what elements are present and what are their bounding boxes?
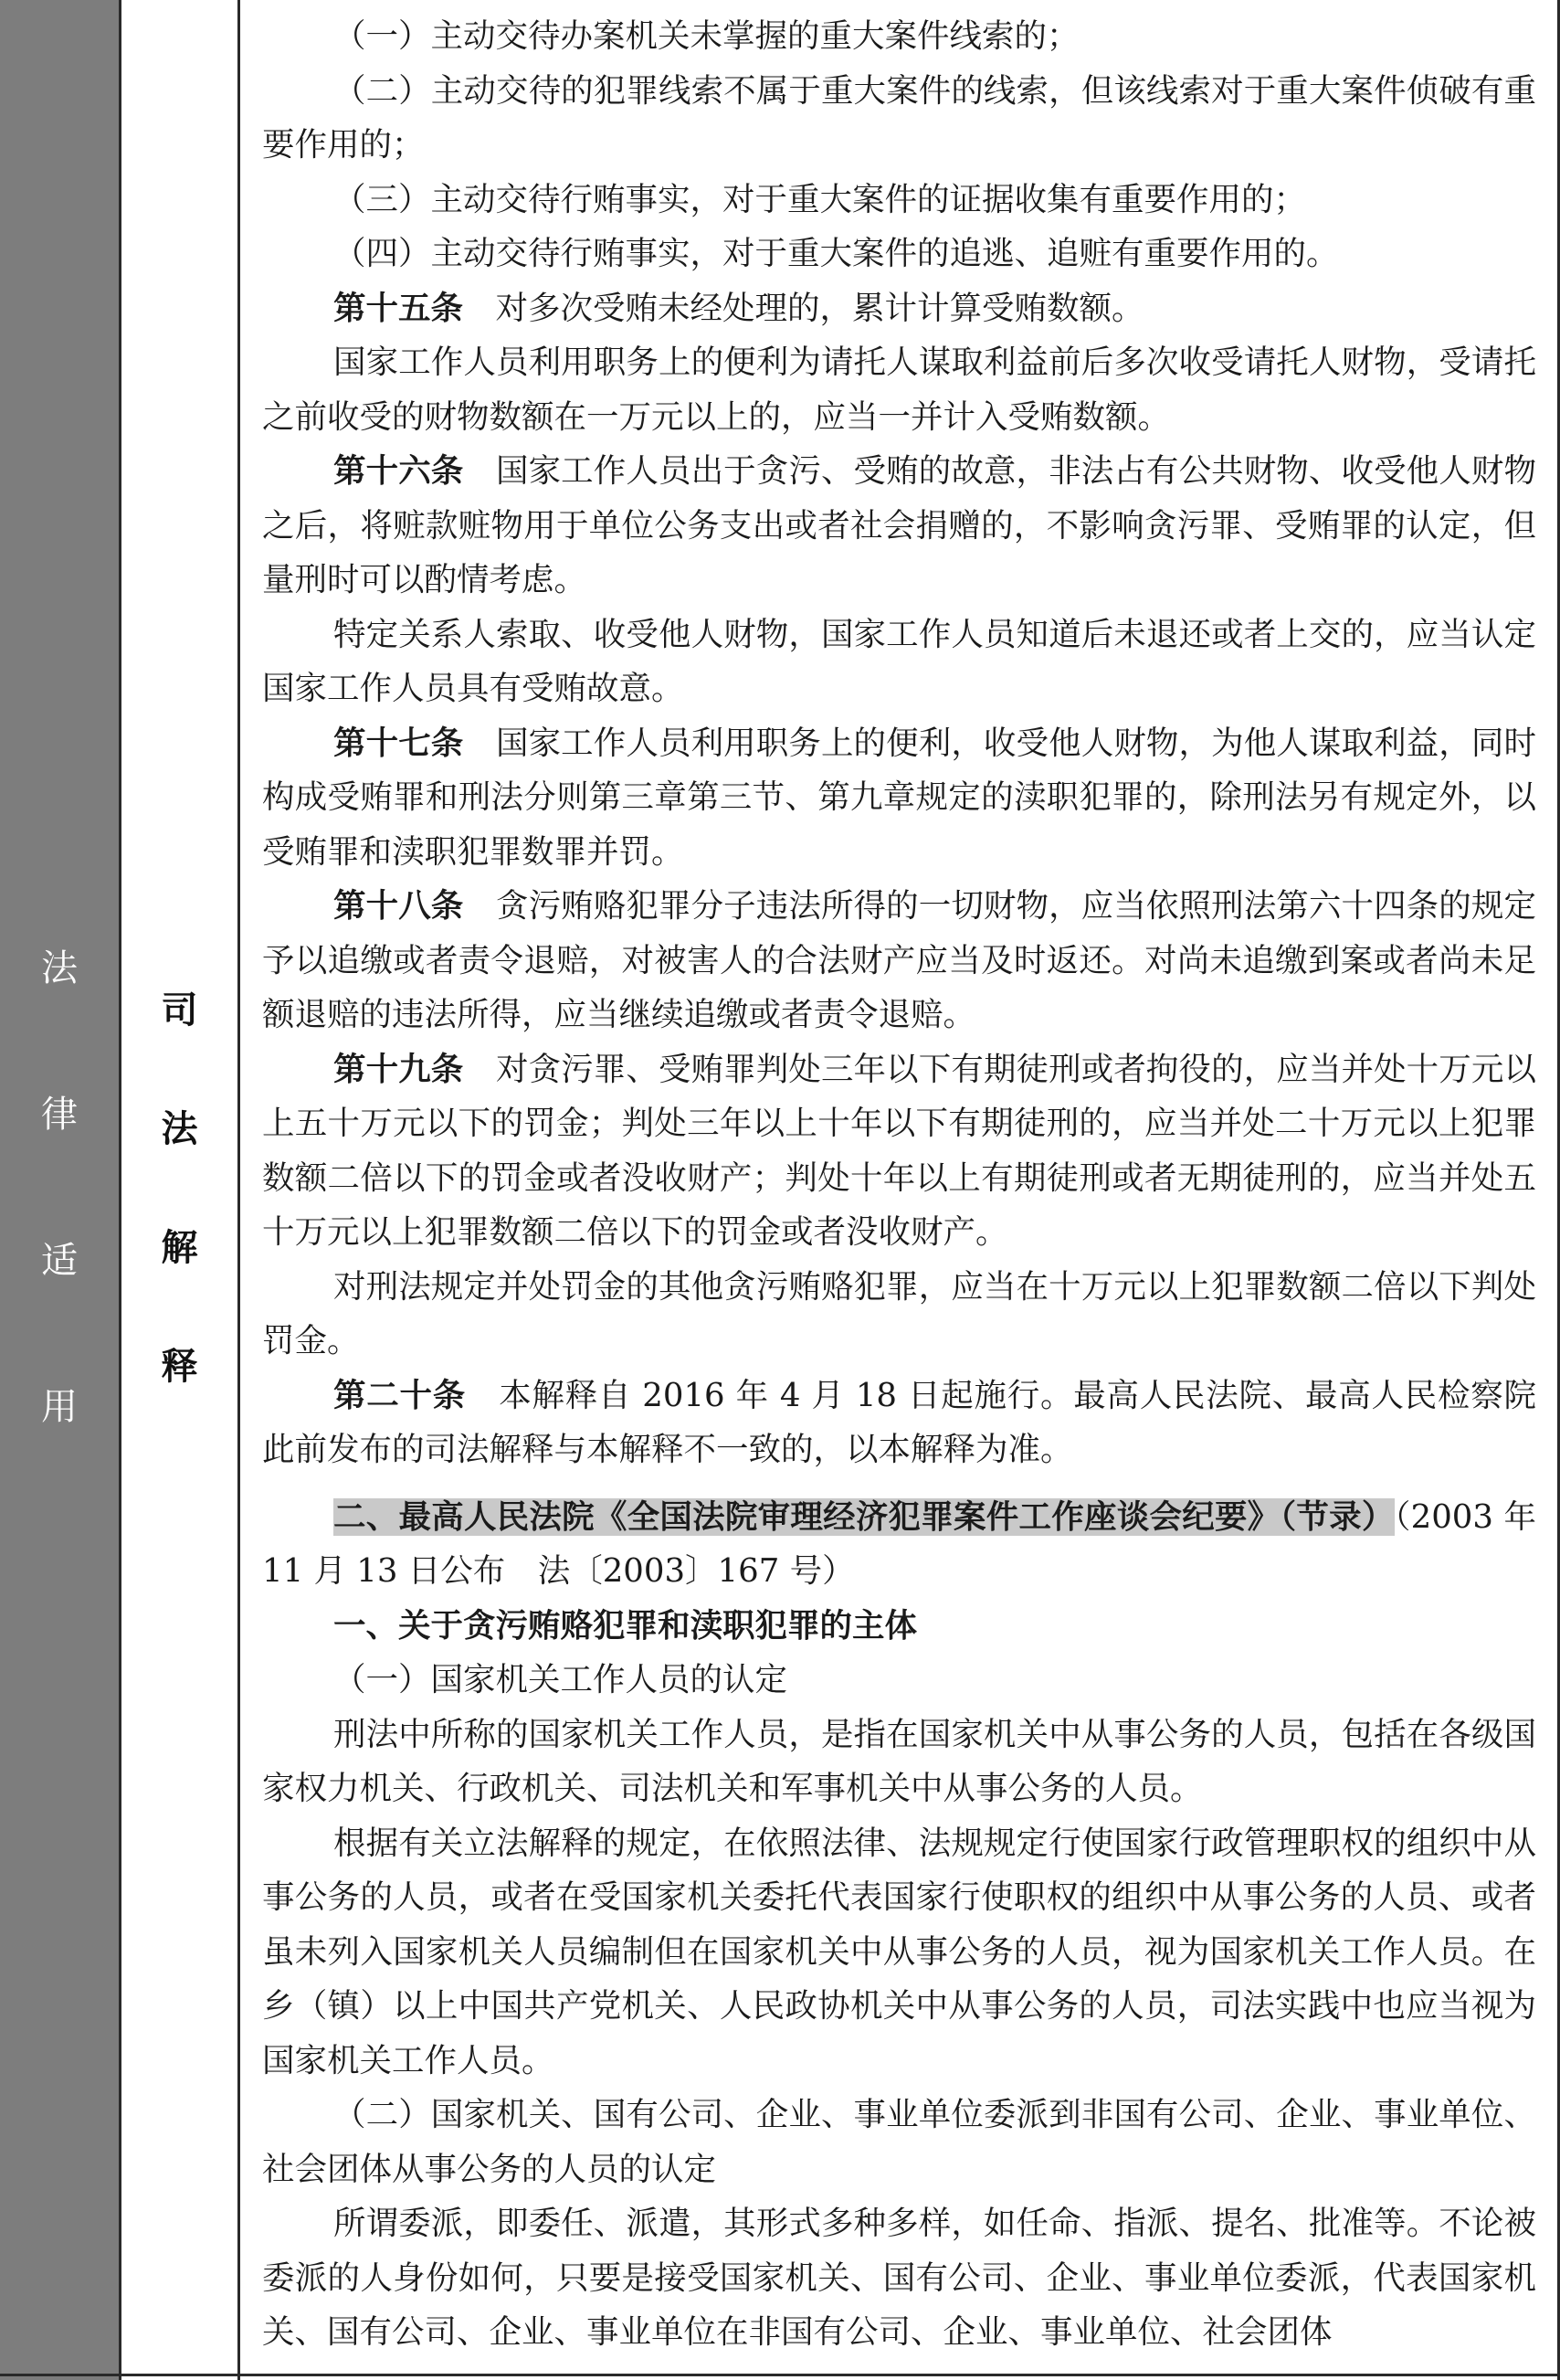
article-label: 第十五条: [333, 289, 464, 327]
paragraph: （一）国家机关工作人员的认定: [333, 1661, 788, 1698]
article-text: 国家工作人员利用职务上的便利，收受他人财物，为他人谋取利益，同时构成受贿罪和刑法分则第三章第三节、第九章规定的渎职犯罪的，除刑法另有规定外，以受贿罪和渎职犯罪数罪并罚。: [262, 724, 1536, 871]
article-paragraph: [262, 879, 1536, 1042]
section-title-highlight: 二、最高人民法院《全国法院审理经济犯罪案件工作座谈会纪要》（节录）: [333, 1497, 1395, 1536]
bottom-border: [0, 2374, 1560, 2380]
article-text: 对多次受贿未经处理的，累计计算受贿数额。: [463, 289, 1144, 327]
paragraph: （三）主动交待行贿事实，对于重大案件的证据收集有重要作用的；: [333, 180, 1307, 218]
category-char: 律: [41, 1094, 78, 1136]
article-text: 本解释自 2016 年 4 月 18 日起施行。最高人民法院、最高人民检察院此前发布的司法解释与本解释不一致的，以本解释为准。: [262, 1376, 1536, 1468]
content-text: [262, 9, 1536, 2360]
article-paragraph: [262, 716, 1536, 880]
subcategory-char: 司: [161, 989, 198, 1031]
paragraph: 根据有关立法解释的规定，在依照法律、法规规定行使国家行政管理职权的组织中从事公务的人员，或者在受国家机关委托代表国家行使职权的组织中从事公务的人员、或者虽未列入国家机关人员编制但在国家机关中从事公务的人员，视为国家机关工作人员。在乡（镇）以上中国共产党机关、人民政协机关中从事公务的人员，司法实践中也应当视为国家机关工作人员。: [262, 1824, 1536, 2079]
subcategory-column: [121, 0, 240, 2380]
paragraph: 对刑法规定并处罚金的其他贪污贿赂犯罪，应当在十万元以上犯罪数额二倍以下判处罚金。: [262, 1267, 1536, 1359]
article-text: 国家工作人员出于贪污、受贿的故意，非法占有公共财物、收受他人财物之后，将赃款赃物用于单位公务支出或者社会捐赠的，不影响贪污罪、受贿罪的认定，但量刑时可以酌情考虑。: [262, 452, 1536, 598]
article-paragraph: [262, 444, 1536, 608]
article-label: 第十九条: [333, 1050, 464, 1088]
category-label: [0, 947, 119, 1535]
category-char: 用: [41, 1386, 78, 1428]
paragraph: （四）主动交待行贿事实，对于重大案件的追逃、追赃有重要作用的。: [333, 235, 1339, 272]
subcategory-char: 法: [161, 1107, 198, 1150]
article-label: 第十六条: [333, 452, 464, 490]
paragraph: 所谓委派，即委任、派遣，其形式多种多样，如任命、指派、提名、批准等。不论被委派的人身份如何，只要是接受国家机关、国有公司、企业、事业单位委派，代表国家机关、国有公司、企业、事业单位在非国有公司、企业、事业单位、社会团体: [262, 2205, 1536, 2351]
paragraph: 国家工作人员利用职务上的便利为请托人谋取利益前后多次收受请托人财物，受请托之前收受的财物数额在一万元以上的，应当一并计入受贿数额。: [262, 344, 1536, 436]
section-date: （2003 年 11 月 13 日公布 法〔2003〕167 号）: [262, 1497, 1536, 1590]
subcategory-char: 解: [161, 1226, 198, 1269]
section-heading: [262, 1490, 1536, 1599]
article-text: 对贪污罪、受贿罪判处三年以下有期徒刑或者拘役的，应当并处十万元以上五十万元以下的罚金；判处三年以上十年以下有期徒刑的，应当并处二十万元以上犯罪数额二倍以下的罚金或者没收财产；判处十年以上有期徒刑或者无期徒刑的，应当并处五十万元以上犯罪数额二倍以下的罚金或者没收财产。: [262, 1050, 1536, 1251]
category-char: 法: [41, 947, 78, 989]
article-paragraph: [262, 1042, 1536, 1260]
article-text: 贪污贿赂犯罪分子违法所得的一切财物，应当依照刑法第六十四条的规定予以追缴或者责令退赔，对被害人的合法财产应当及时返还。对尚未追缴到案或者尚未足额退赔的违法所得，应当继续追缴或者责令退赔。: [262, 887, 1536, 1033]
subsection-heading: 一、关于贪污贿赂犯罪和渎职犯罪的主体: [333, 1606, 918, 1645]
article-label: 第十八条: [333, 887, 464, 925]
category-char: 适: [41, 1240, 78, 1282]
subcategory-char: 释: [161, 1345, 198, 1388]
article-label: 第十七条: [333, 724, 464, 762]
paragraph: 特定关系人索取、收受他人财物，国家工作人员知道后未退还或者上交的，应当认定国家工作人员具有受贿故意。: [262, 615, 1536, 707]
paragraph: （二）国家机关、国有公司、企业、事业单位委派到非国有公司、企业、事业单位、社会团体从事公务的人员的认定: [262, 2096, 1536, 2188]
article-paragraph: [262, 1369, 1536, 1477]
subcategory-label: [121, 989, 237, 1467]
paragraph: 刑法中所称的国家机关工作人员，是指在国家机关中从事公务的人员，包括在各级国家权力机关、行政机关、司法机关和军事机关中从事公务的人员。: [262, 1715, 1536, 1807]
paragraph: （二）主动交待的犯罪线索不属于重大案件的线索，但该线索对于重大案件侦破有重要作用的；: [262, 71, 1536, 164]
article-label: 第二十条: [333, 1376, 466, 1414]
paragraph: （一）主动交待办案机关未掌握的重大案件线索的；: [333, 17, 1080, 55]
article-paragraph: [262, 281, 1536, 336]
category-column: [0, 0, 121, 2380]
